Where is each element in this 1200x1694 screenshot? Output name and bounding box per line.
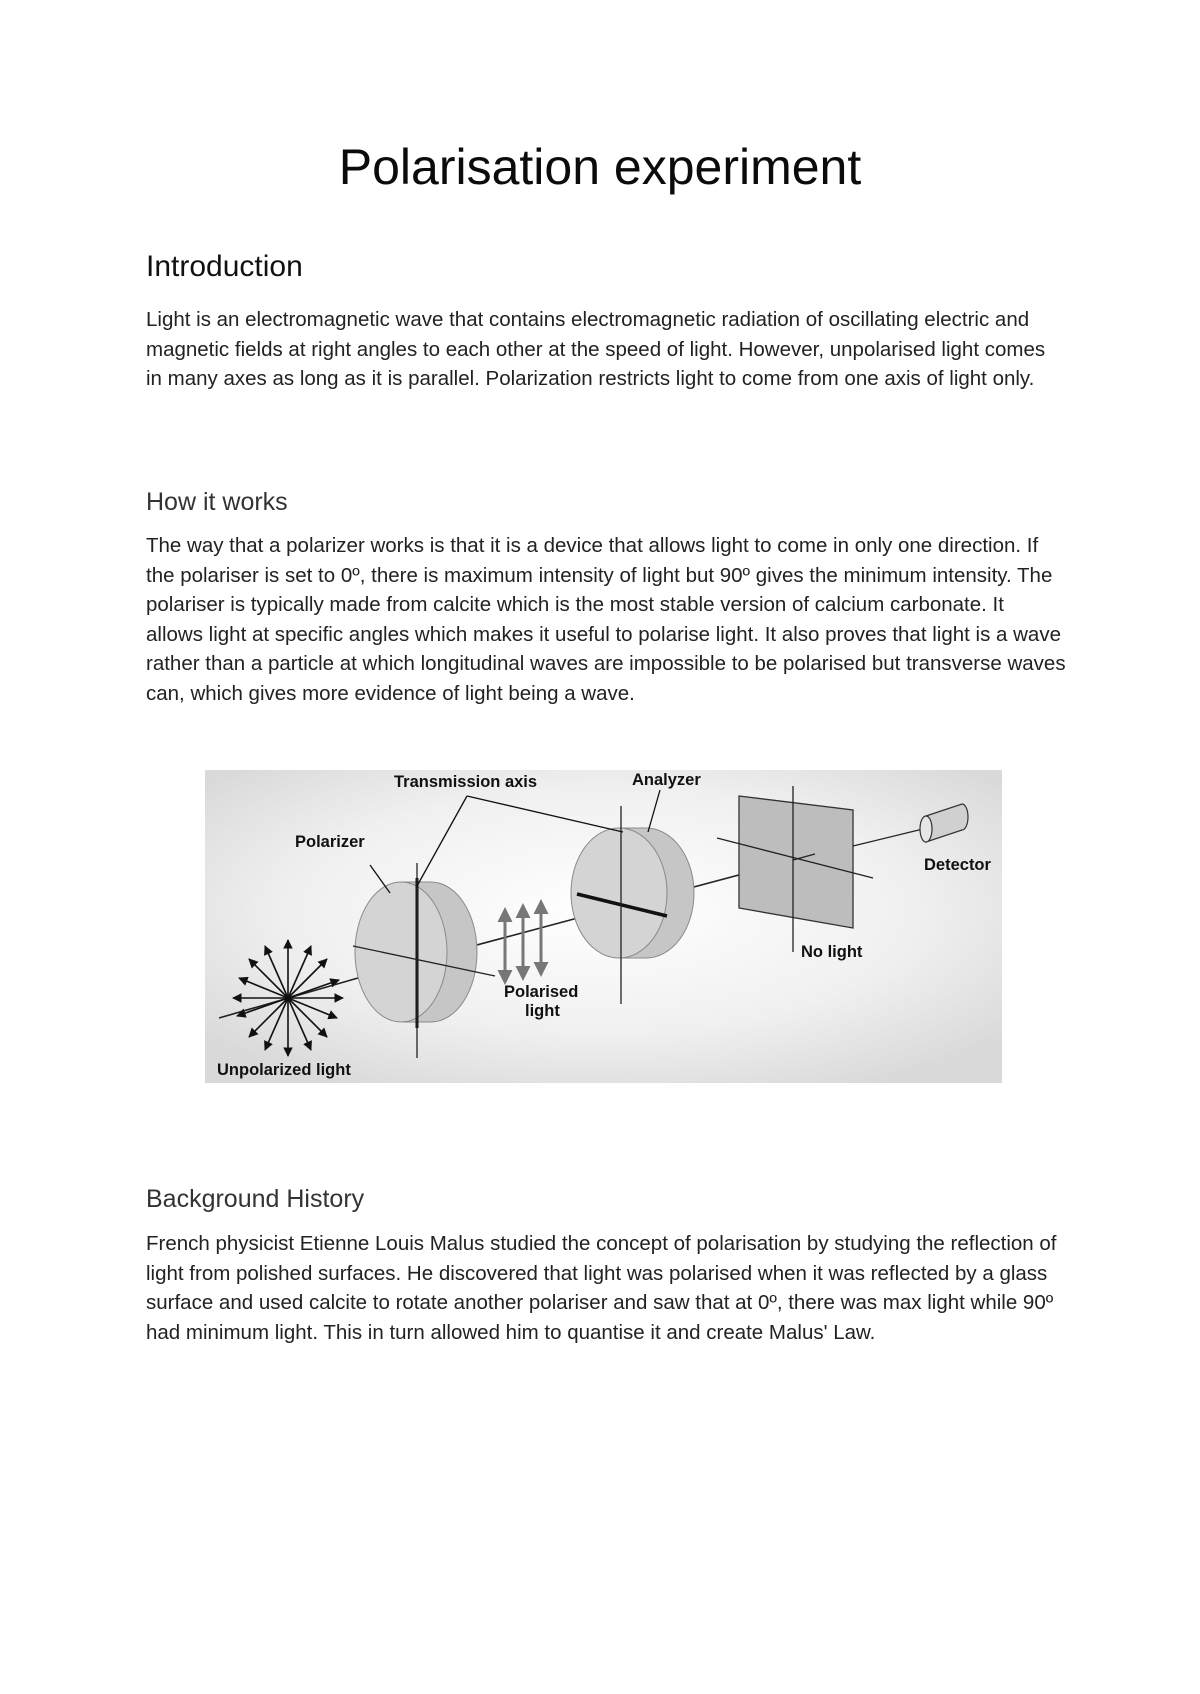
section-heading-introduction: Introduction [146, 250, 303, 283]
label-unpolarized-light: Unpolarized light [217, 1061, 351, 1079]
section-heading-how-it-works: How it works [146, 488, 288, 516]
label-polarised-light-line2: light [525, 1002, 560, 1020]
section-body-background-history: French physicist Etienne Louis Malus studied the concept of polarisation by studying the reflection of light from polished surfaces. He discovered that light was polarised when it was reflected by a glass surface and used calcite to rotate another polariser and saw that at 0º, there was max light while 90º had minimum light. This in turn allowed him to quantise it and create Malus' Law. [146, 1232, 1057, 1344]
label-transmission-axis: Transmission axis [394, 773, 538, 791]
section-body-how-it-works: The way that a polarizer works is that it is a device that allows light to come in only one direction. If the polariser is set to 0º, there is maximum intensity of light but 90º gives the minimum intensity. The polariser is typically made from calcite which is the most stable version of calcium carbonate. It allows light at specific angles which makes it useful to polarise light. It also proves that light is a wave rather than a particle at which longitudinal waves are impossible to be polarised but transverse waves can, which gives more evidence of light being a wave. [146, 534, 1066, 705]
label-detector: Detector [924, 856, 991, 874]
label-no-light: No light [801, 943, 863, 961]
polarisation-diagram [205, 770, 1002, 1083]
page-title: Polarisation experiment [338, 139, 862, 195]
section-body-introduction: Light is an electromagnetic wave that contains electromagnetic radiation of oscillating electric and magnetic fields at right angles to each other at the speed of light. However, unpolarised light comes in many axes as long as it is parallel. Polarization restricts light to come from one axis of light only. [146, 308, 1046, 390]
label-polarised-light-line1: Polarised [504, 983, 579, 1001]
label-polarizer: Polarizer [295, 833, 365, 851]
section-heading-background-history: Background History [146, 1185, 365, 1213]
label-analyzer: Analyzer [632, 771, 701, 789]
